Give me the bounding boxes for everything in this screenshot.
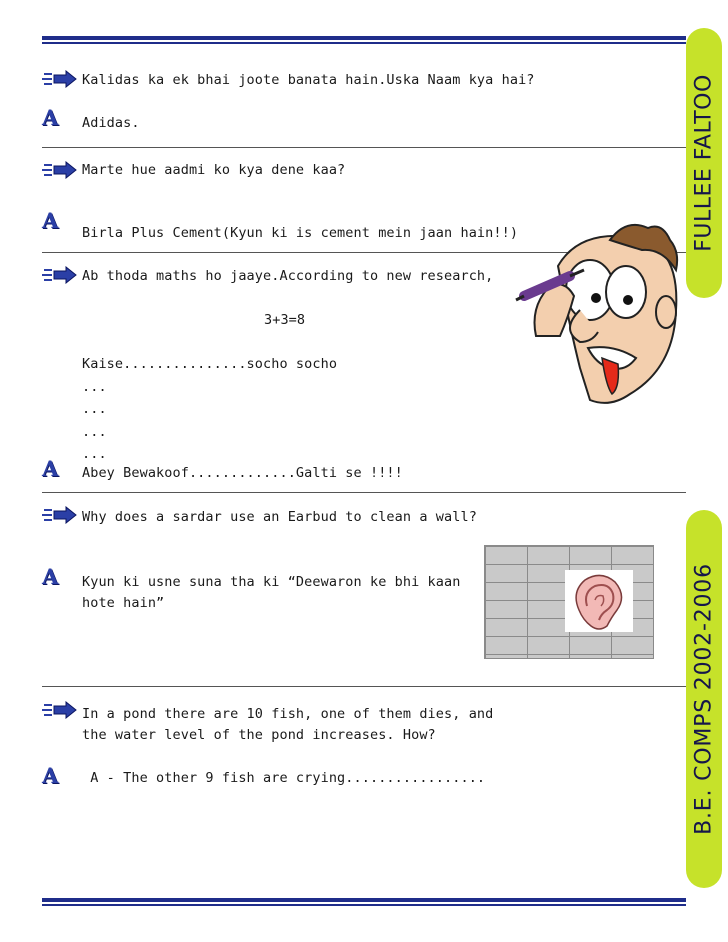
divider bbox=[42, 147, 686, 148]
body-line: Kaise...............socho socho bbox=[82, 356, 338, 372]
sidebar-bottom-label: B.E. COMPS 2002-2006 bbox=[691, 563, 717, 835]
ear-icon bbox=[565, 570, 633, 632]
top-rule bbox=[42, 36, 686, 44]
question-2: Marte hue aadmi ko kya dene kaa? bbox=[82, 162, 346, 178]
arrow-icon bbox=[42, 266, 78, 284]
letter-a-icon: A bbox=[42, 105, 59, 130]
thinking-man-illustration bbox=[510, 218, 682, 416]
letter-a-icon: A bbox=[42, 208, 59, 233]
arrow-icon bbox=[42, 70, 78, 88]
divider bbox=[42, 492, 686, 493]
sidebar-top-label: FULLEE FALTOO bbox=[691, 74, 717, 252]
question-5-line-1: In a pond there are 10 fish, one of them dies, and bbox=[82, 706, 494, 722]
letter-a-icon: A bbox=[42, 564, 59, 589]
sidebar-bottom-tab bbox=[686, 510, 722, 888]
letter-a-icon: A bbox=[42, 763, 59, 788]
arrow-icon bbox=[42, 161, 78, 179]
answer-1: Adidas. bbox=[82, 115, 140, 131]
arrow-icon bbox=[42, 506, 78, 524]
question-1: Kalidas ka ek bhai joote banata hain.Uska Naam kya hai? bbox=[82, 72, 535, 88]
ear-illustration-frame bbox=[565, 570, 633, 632]
answer-3: Abey Bewakoof.............Galti se !!!! bbox=[82, 465, 403, 481]
arrow-icon bbox=[42, 701, 78, 719]
body-line: ... bbox=[82, 401, 107, 417]
answer-4-line-1: Kyun ki usne suna tha ki “Deewaron ke bhi kaan bbox=[82, 574, 461, 590]
sidebar-top-tab bbox=[686, 28, 722, 298]
question-5-line-2: the water level of the pond increases. How? bbox=[82, 727, 436, 743]
body-line: ... bbox=[82, 446, 107, 462]
question-4: Why does a sardar use an Earbud to clean a wall? bbox=[82, 509, 477, 525]
divider bbox=[42, 686, 686, 687]
bottom-rule bbox=[42, 898, 686, 906]
letter-a-icon: A bbox=[42, 456, 59, 481]
question-3: Ab thoda maths ho jaaye.According to new research, bbox=[82, 268, 494, 284]
answer-5: A - The other 9 fish are crying................. bbox=[82, 770, 486, 786]
body-line: ... bbox=[82, 424, 107, 440]
body-line: ... bbox=[82, 379, 107, 395]
answer-2: Birla Plus Cement(Kyun ki is cement mein jaan hain!!) bbox=[82, 225, 519, 241]
equation: 3+3=8 bbox=[264, 312, 306, 328]
answer-4-line-2: hote hain” bbox=[82, 595, 165, 611]
